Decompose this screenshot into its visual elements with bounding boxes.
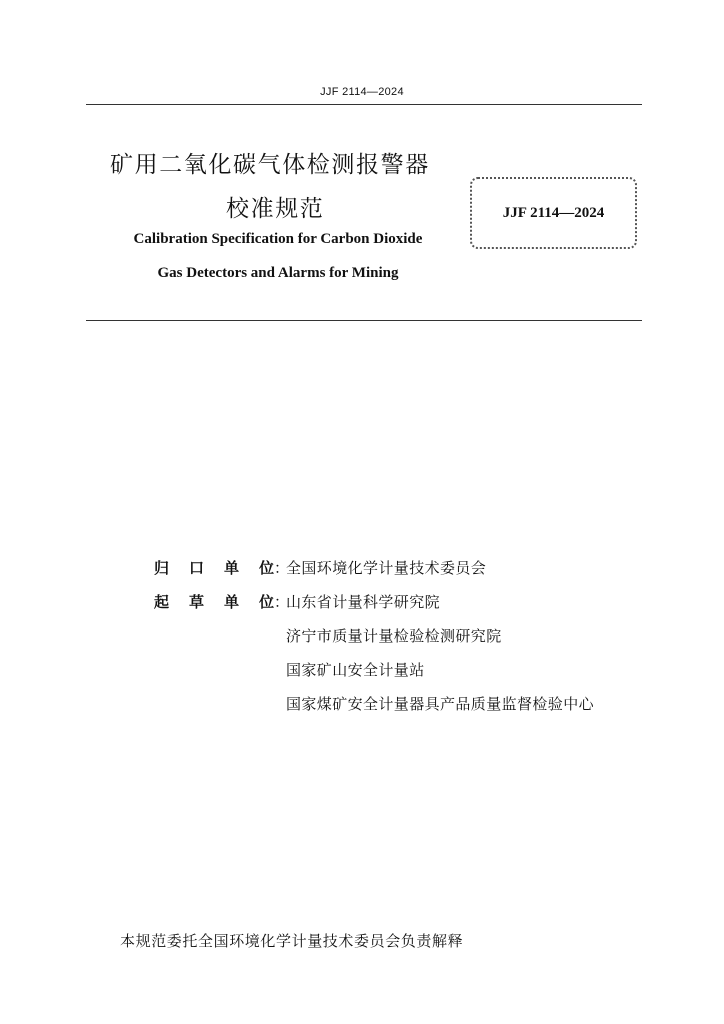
responsible-unit-row xyxy=(154,550,594,584)
drafting-unit-1: 山东省计量科学研究院 xyxy=(286,592,441,611)
header-standard-code: JJF 2114—2024 xyxy=(320,86,404,98)
label-char: 位 xyxy=(258,558,274,577)
label-char: 草 xyxy=(188,592,204,611)
interpretation-note: 本规范委托全国环境化学计量技术委员会负责解释 xyxy=(120,932,464,950)
label-char: 归 xyxy=(154,558,170,577)
chinese-title-line-1: 矿用二氧化碳气体检测报警器 xyxy=(110,152,430,178)
title-rule xyxy=(86,320,642,321)
english-title-line-2: Gas Detectors and Alarms for Mining xyxy=(157,265,399,281)
label-char: 口 xyxy=(188,558,204,577)
drafting-unit-row xyxy=(154,652,594,686)
drafting-unit-row xyxy=(154,584,594,618)
label-char: 单 xyxy=(223,592,239,611)
drafting-unit-3: 国家矿山安全计量站 xyxy=(286,660,425,679)
colon: ： xyxy=(274,558,290,577)
colon: ： xyxy=(274,592,290,611)
drafting-unit-4: 国家煤矿安全计量器具产品质量监督检验中心 xyxy=(286,694,595,713)
label-char: 起 xyxy=(154,592,170,611)
chinese-title-line-2: 校准规范 xyxy=(226,196,325,222)
standard-code: JJF 2114—2024 xyxy=(502,204,605,221)
drafting-unit-row xyxy=(154,686,594,720)
english-title-line-1: Calibration Specification for Carbon Dioxide xyxy=(133,231,423,247)
drafting-unit-label xyxy=(154,591,274,612)
responsible-unit: 全国环境化学计量技术委员会 xyxy=(286,558,487,577)
drafting-unit-2: 济宁市质量计量检验检测研究院 xyxy=(286,626,502,645)
units-section xyxy=(154,550,594,720)
label-char: 位 xyxy=(258,592,274,611)
drafting-unit-row xyxy=(154,618,594,652)
header-rule xyxy=(86,104,642,105)
label-char: 单 xyxy=(223,558,239,577)
standard-code-box xyxy=(470,177,637,249)
responsible-unit-label xyxy=(154,557,274,578)
